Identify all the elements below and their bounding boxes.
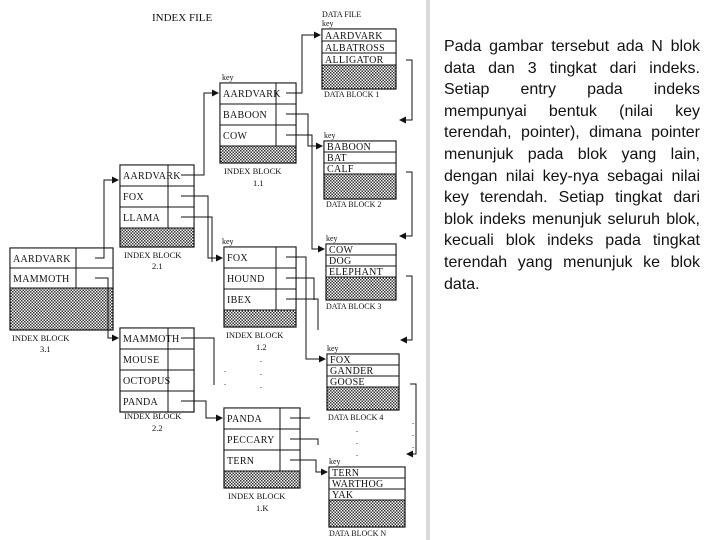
key-label: key (222, 237, 234, 246)
pointer-arrow (401, 276, 412, 340)
index-block-3-1 (10, 248, 113, 354)
data-key: DOG (329, 256, 352, 267)
ellipsis-dot: . (412, 440, 415, 450)
ellipsis-dot: . (224, 364, 227, 374)
data-key: YAK (332, 490, 354, 501)
pointer-arrow (95, 180, 118, 258)
data-key: FOX (330, 355, 351, 366)
index-block-1-2 (222, 237, 296, 352)
index-block-caption: INDEX BLOCK (124, 411, 182, 421)
data-key: ALLIGATOR (325, 55, 384, 66)
data-block-caption: DATA BLOCK 2 (326, 200, 382, 209)
ellipsis-dot: . (224, 377, 227, 387)
pointer-arrow (400, 60, 412, 120)
ellipsis-dot: . (356, 436, 359, 446)
ellipsis-dot: . (260, 380, 263, 390)
data-key: WARTHOG (332, 479, 384, 490)
index-key: PANDA (227, 414, 263, 425)
index-block-1-k (224, 408, 300, 513)
index-key: BABOON (223, 110, 268, 121)
index-key: FOX (227, 253, 248, 264)
index-file-title: INDEX FILE (152, 12, 213, 24)
ellipsis-dot: . (412, 428, 415, 438)
data-key: ELEPHANT (329, 267, 384, 278)
ellipsis-dot: . (356, 424, 359, 434)
index-key: HOUND (227, 274, 265, 285)
index-key: MOUSE (123, 355, 160, 366)
data-block-caption: DATA BLOCK 4 (328, 413, 384, 422)
index-block-number: 1.1 (253, 178, 264, 188)
key-label: key (322, 19, 334, 28)
index-key: AARDVARK (223, 89, 281, 100)
data-block-1 (322, 19, 396, 99)
index-key: LLAMA (123, 213, 161, 224)
index-block-number: 1.K (256, 503, 269, 513)
data-key: GANDER (330, 366, 374, 377)
index-block-caption: INDEX BLOCK (12, 333, 70, 343)
index-block-number: 2.2 (152, 423, 163, 433)
data-block-caption: DATA BLOCK 3 (326, 302, 382, 311)
data-block-caption: DATA BLOCK 1 (324, 90, 380, 99)
data-block-caption: DATA BLOCK N (329, 529, 387, 538)
index-block-caption: INDEX BLOCK (224, 166, 282, 176)
key-label: key (324, 131, 336, 140)
data-key: COW (329, 245, 354, 256)
index-block-number: 3.1 (40, 344, 51, 354)
data-block-3 (326, 234, 396, 311)
index-block-number: 1.2 (256, 342, 267, 352)
ellipsis-dot: . (356, 448, 359, 458)
data-block-n (329, 457, 405, 538)
data-block-2 (324, 131, 396, 209)
pointer-arrow (181, 93, 218, 175)
index-block-number: 2.1 (152, 261, 163, 271)
description-text: Pada gambar tersebut ada N blok data dan 3 tingkat dari indeks. Setiap entry pada indeks mempunyai bentuk (nilai key terendah, pointer), dimana pointer menunjuk pada blok yang lain, dengan nilai key-nya sebagai nilai key terendah. Setiap tingkat dari blok indeks menunjuk seluruh blok, kecuali blok indeks pada tingkat terendah yang menunjuk ke blok data. (444, 38, 700, 293)
index-key: AARDVARK (123, 171, 181, 182)
ellipsis-dot: . (412, 416, 415, 426)
data-key: ALBATROSS (325, 43, 385, 54)
index-key: OCTOPUS (123, 376, 171, 387)
index-key: PECCARY (227, 435, 275, 446)
ellipsis-dot: . (260, 354, 263, 364)
data-file-title: DATA FILE (322, 10, 362, 19)
pointer-arrow (400, 172, 412, 236)
data-key: CALF (327, 164, 354, 175)
index-key: IBEX (227, 295, 252, 306)
data-key: TERN (332, 468, 360, 479)
data-key: BAT (327, 153, 347, 164)
index-block-2-2 (120, 328, 194, 433)
index-key: MAMMOTH (123, 334, 180, 345)
key-label: key (329, 457, 341, 466)
key-label: key (327, 344, 339, 353)
index-block-caption: INDEX BLOCK (228, 491, 286, 501)
index-key: COW (223, 131, 248, 142)
data-key: AARDVARK (325, 31, 383, 42)
data-key: GOOSE (330, 377, 365, 388)
description-panel (430, 0, 720, 540)
index-key: PANDA (123, 397, 159, 408)
data-block-4 (327, 344, 399, 422)
index-block-caption: INDEX BLOCK (226, 330, 284, 340)
ellipsis-dot: . (260, 367, 263, 377)
index-key: FOX (123, 192, 144, 203)
index-block-1-1 (220, 73, 296, 188)
key-label: key (326, 234, 338, 243)
index-block-caption: INDEX BLOCK (124, 250, 182, 260)
index-key: TERN (227, 456, 255, 467)
key-label: key (222, 73, 234, 82)
index-key: AARDVARK (13, 254, 71, 265)
index-key: MAMMOTH (13, 274, 70, 285)
data-key: BABOON (327, 142, 372, 153)
index-block-2-1 (120, 165, 194, 271)
